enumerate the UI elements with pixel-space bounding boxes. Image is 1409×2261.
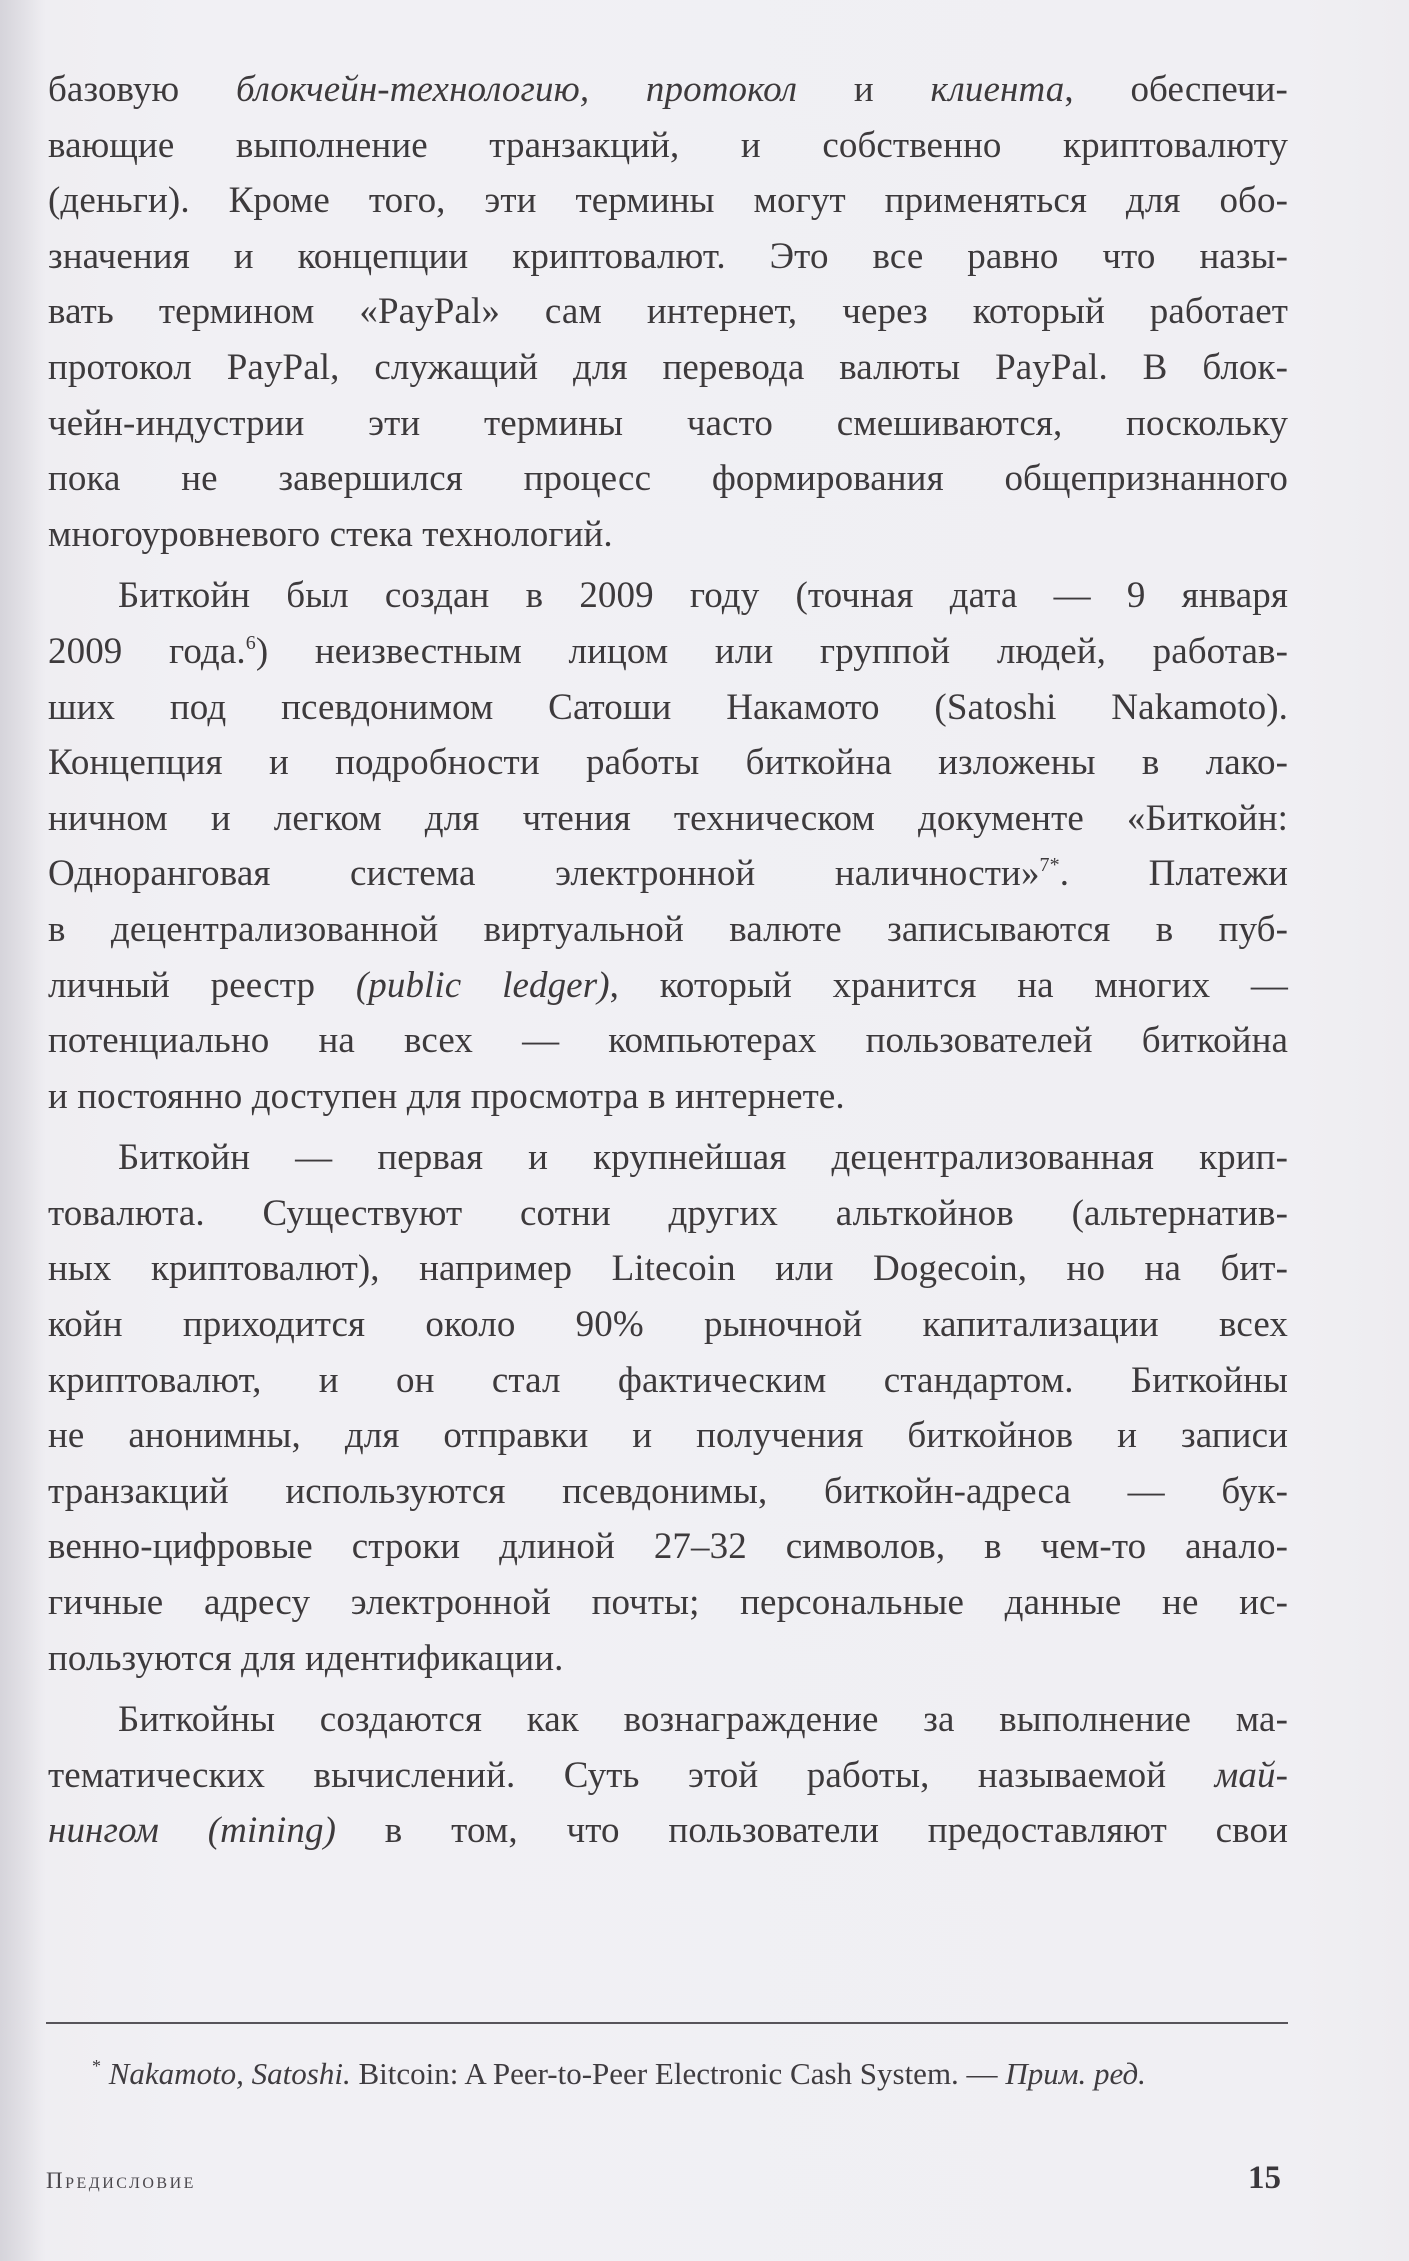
text-segment: базовую xyxy=(48,69,236,110)
text-segment: вать термином «PayPal» сам интернет, через который работает xyxy=(48,291,1288,333)
page-number: 15 xyxy=(1248,2160,1281,2196)
footnote-divider xyxy=(46,2022,1288,2024)
italic-term: май- xyxy=(1214,1754,1288,1796)
text-line xyxy=(48,451,1288,507)
text-segment: тематических вычислений. Суть этой работы, называемой xyxy=(48,1754,1215,1796)
footnote xyxy=(92,2054,1146,2094)
text-segment: пока не завершился процесс формирования общепризнанного xyxy=(48,458,1288,500)
text-line xyxy=(48,624,1288,680)
text-line xyxy=(48,1803,1288,1859)
footnote-author: Nakamoto, Satoshi. xyxy=(108,2056,351,2091)
text-segment: в децентрализованной виртуальной валюте записываются в пуб- xyxy=(48,908,1288,950)
text-line xyxy=(48,396,1288,452)
text-line xyxy=(48,791,1288,847)
text-line xyxy=(48,229,1288,285)
italic-term: блокчейн-технологию, протокол xyxy=(235,69,798,110)
text-line xyxy=(48,1130,1288,1186)
footnote-title: Bitcoin: A Peer-to-Peer Electronic Cash System. — xyxy=(350,2056,1006,2091)
text-segment: чейн-индустрии эти термины часто смешиваются, поскольку xyxy=(48,402,1288,444)
text-line xyxy=(48,1748,1288,1804)
text-line xyxy=(48,1464,1288,1520)
text-line xyxy=(48,173,1288,229)
text-line xyxy=(48,340,1288,396)
text-segment: , обеспечи- xyxy=(1064,69,1288,110)
italic-term: клиента xyxy=(930,69,1065,110)
italic-term: нингом (mining) xyxy=(48,1810,336,1852)
text-line xyxy=(48,1408,1288,1464)
text-line xyxy=(48,1575,1288,1631)
paragraph xyxy=(48,1130,1288,1686)
paragraph xyxy=(48,568,1288,1124)
text-segment: Биткойны создаются как вознаграждение за выполнение ма- xyxy=(118,1699,1288,1741)
text-line xyxy=(48,1692,1288,1748)
text-line xyxy=(48,1241,1288,1297)
text-line xyxy=(48,958,1288,1014)
text-segment: ных криптовалют), например Litecoin или Dogecoin, но на бит- xyxy=(48,1248,1288,1290)
text-line xyxy=(48,1186,1288,1242)
text-segment: пользуются для идентификации. xyxy=(48,1637,564,1679)
running-footer-section: Предисловие xyxy=(46,2168,196,2193)
text-segment: Биткойн был создан в 2009 году (точная дата — 9 января xyxy=(118,575,1288,617)
text-segment: Одноранговая система электронной наличности» xyxy=(48,853,1040,895)
text-line xyxy=(48,902,1288,958)
text-segment: многоуровневого стека технологий. xyxy=(48,513,613,555)
footnote-editor-note: Прим. ред. xyxy=(1005,2056,1146,2091)
text-segment: в том, что пользователи предоставляют свои xyxy=(335,1810,1288,1852)
text-line xyxy=(48,507,1288,563)
paragraph xyxy=(48,1692,1288,1859)
text-line xyxy=(48,1353,1288,1409)
text-segment: значения и концепции криптовалют. Это все равно что назы- xyxy=(48,235,1288,277)
text-line xyxy=(48,568,1288,624)
italic-term: (public ledger) xyxy=(355,964,610,1006)
text-segment: , который хранится на многих — xyxy=(609,964,1289,1006)
footnote-reference: 6 xyxy=(245,631,256,654)
text-segment: и постоянно доступен для просмотра в интернете. xyxy=(48,1075,845,1117)
gutter-shadow xyxy=(0,0,46,2261)
text-segment: ) неизвестным лицом или группой людей, работав- xyxy=(255,630,1288,672)
text-line xyxy=(48,118,1288,174)
text-segment: . Платежи xyxy=(1059,853,1288,895)
text-segment: товалюта. Существуют сотни других альткойнов (альтернатив- xyxy=(48,1192,1288,1234)
text-segment: криптовалют, и он стал фактическим стандартом. Биткойны xyxy=(48,1359,1288,1401)
text-line xyxy=(48,680,1288,736)
text-segment: Концепция и подробности работы биткойна изложены в лако- xyxy=(48,742,1288,784)
text-segment: и xyxy=(797,69,931,110)
footnote-marker: * xyxy=(92,2056,101,2076)
text-line xyxy=(48,1631,1288,1687)
text-segment: (деньги). Кроме того, эти термины могут применяться для обо- xyxy=(48,180,1288,222)
text-line xyxy=(48,846,1288,902)
text-line xyxy=(48,735,1288,791)
text-segment: койн приходится около 90% рыночной капитализации всех xyxy=(48,1304,1288,1346)
text-segment: венно-цифровые строки длиной 27–32 символов, в чем-то анало- xyxy=(48,1526,1288,1568)
footnote-reference: 7* xyxy=(1039,854,1060,877)
text-line xyxy=(48,1069,1288,1125)
text-segment: Биткойн — первая и крупнейшая децентрализованная крип- xyxy=(118,1137,1288,1179)
text-segment: 2009 года. xyxy=(48,630,246,672)
text-segment: потенциально на всех — компьютерах пользователей биткойна xyxy=(48,1020,1288,1062)
text-line xyxy=(48,284,1288,340)
text-line xyxy=(48,1519,1288,1575)
body-text xyxy=(48,62,1288,1859)
text-segment: протокол PayPal, служащий для перевода валюты PayPal. В блок- xyxy=(48,346,1288,388)
text-segment: транзакций используются псевдонимы, биткойн-адреса — бук- xyxy=(48,1470,1288,1512)
text-line xyxy=(48,62,1288,118)
text-segment: гичные адресу электронной почты; персональные данные не ис- xyxy=(48,1582,1288,1624)
text-segment: ших под псевдонимом Сатоши Накамото (Satoshi Nakamoto). xyxy=(48,686,1288,728)
paragraph xyxy=(48,62,1288,562)
text-segment: не анонимны, для отправки и получения биткойнов и записи xyxy=(48,1415,1288,1457)
text-segment: личный реестр xyxy=(48,964,356,1006)
text-segment: вающие выполнение транзакций, и собственно криптовалюту xyxy=(48,124,1288,166)
text-segment: ничном и легком для чтения техническом документе «Биткойн: xyxy=(48,797,1288,839)
text-line xyxy=(48,1013,1288,1069)
text-line xyxy=(48,1297,1288,1353)
